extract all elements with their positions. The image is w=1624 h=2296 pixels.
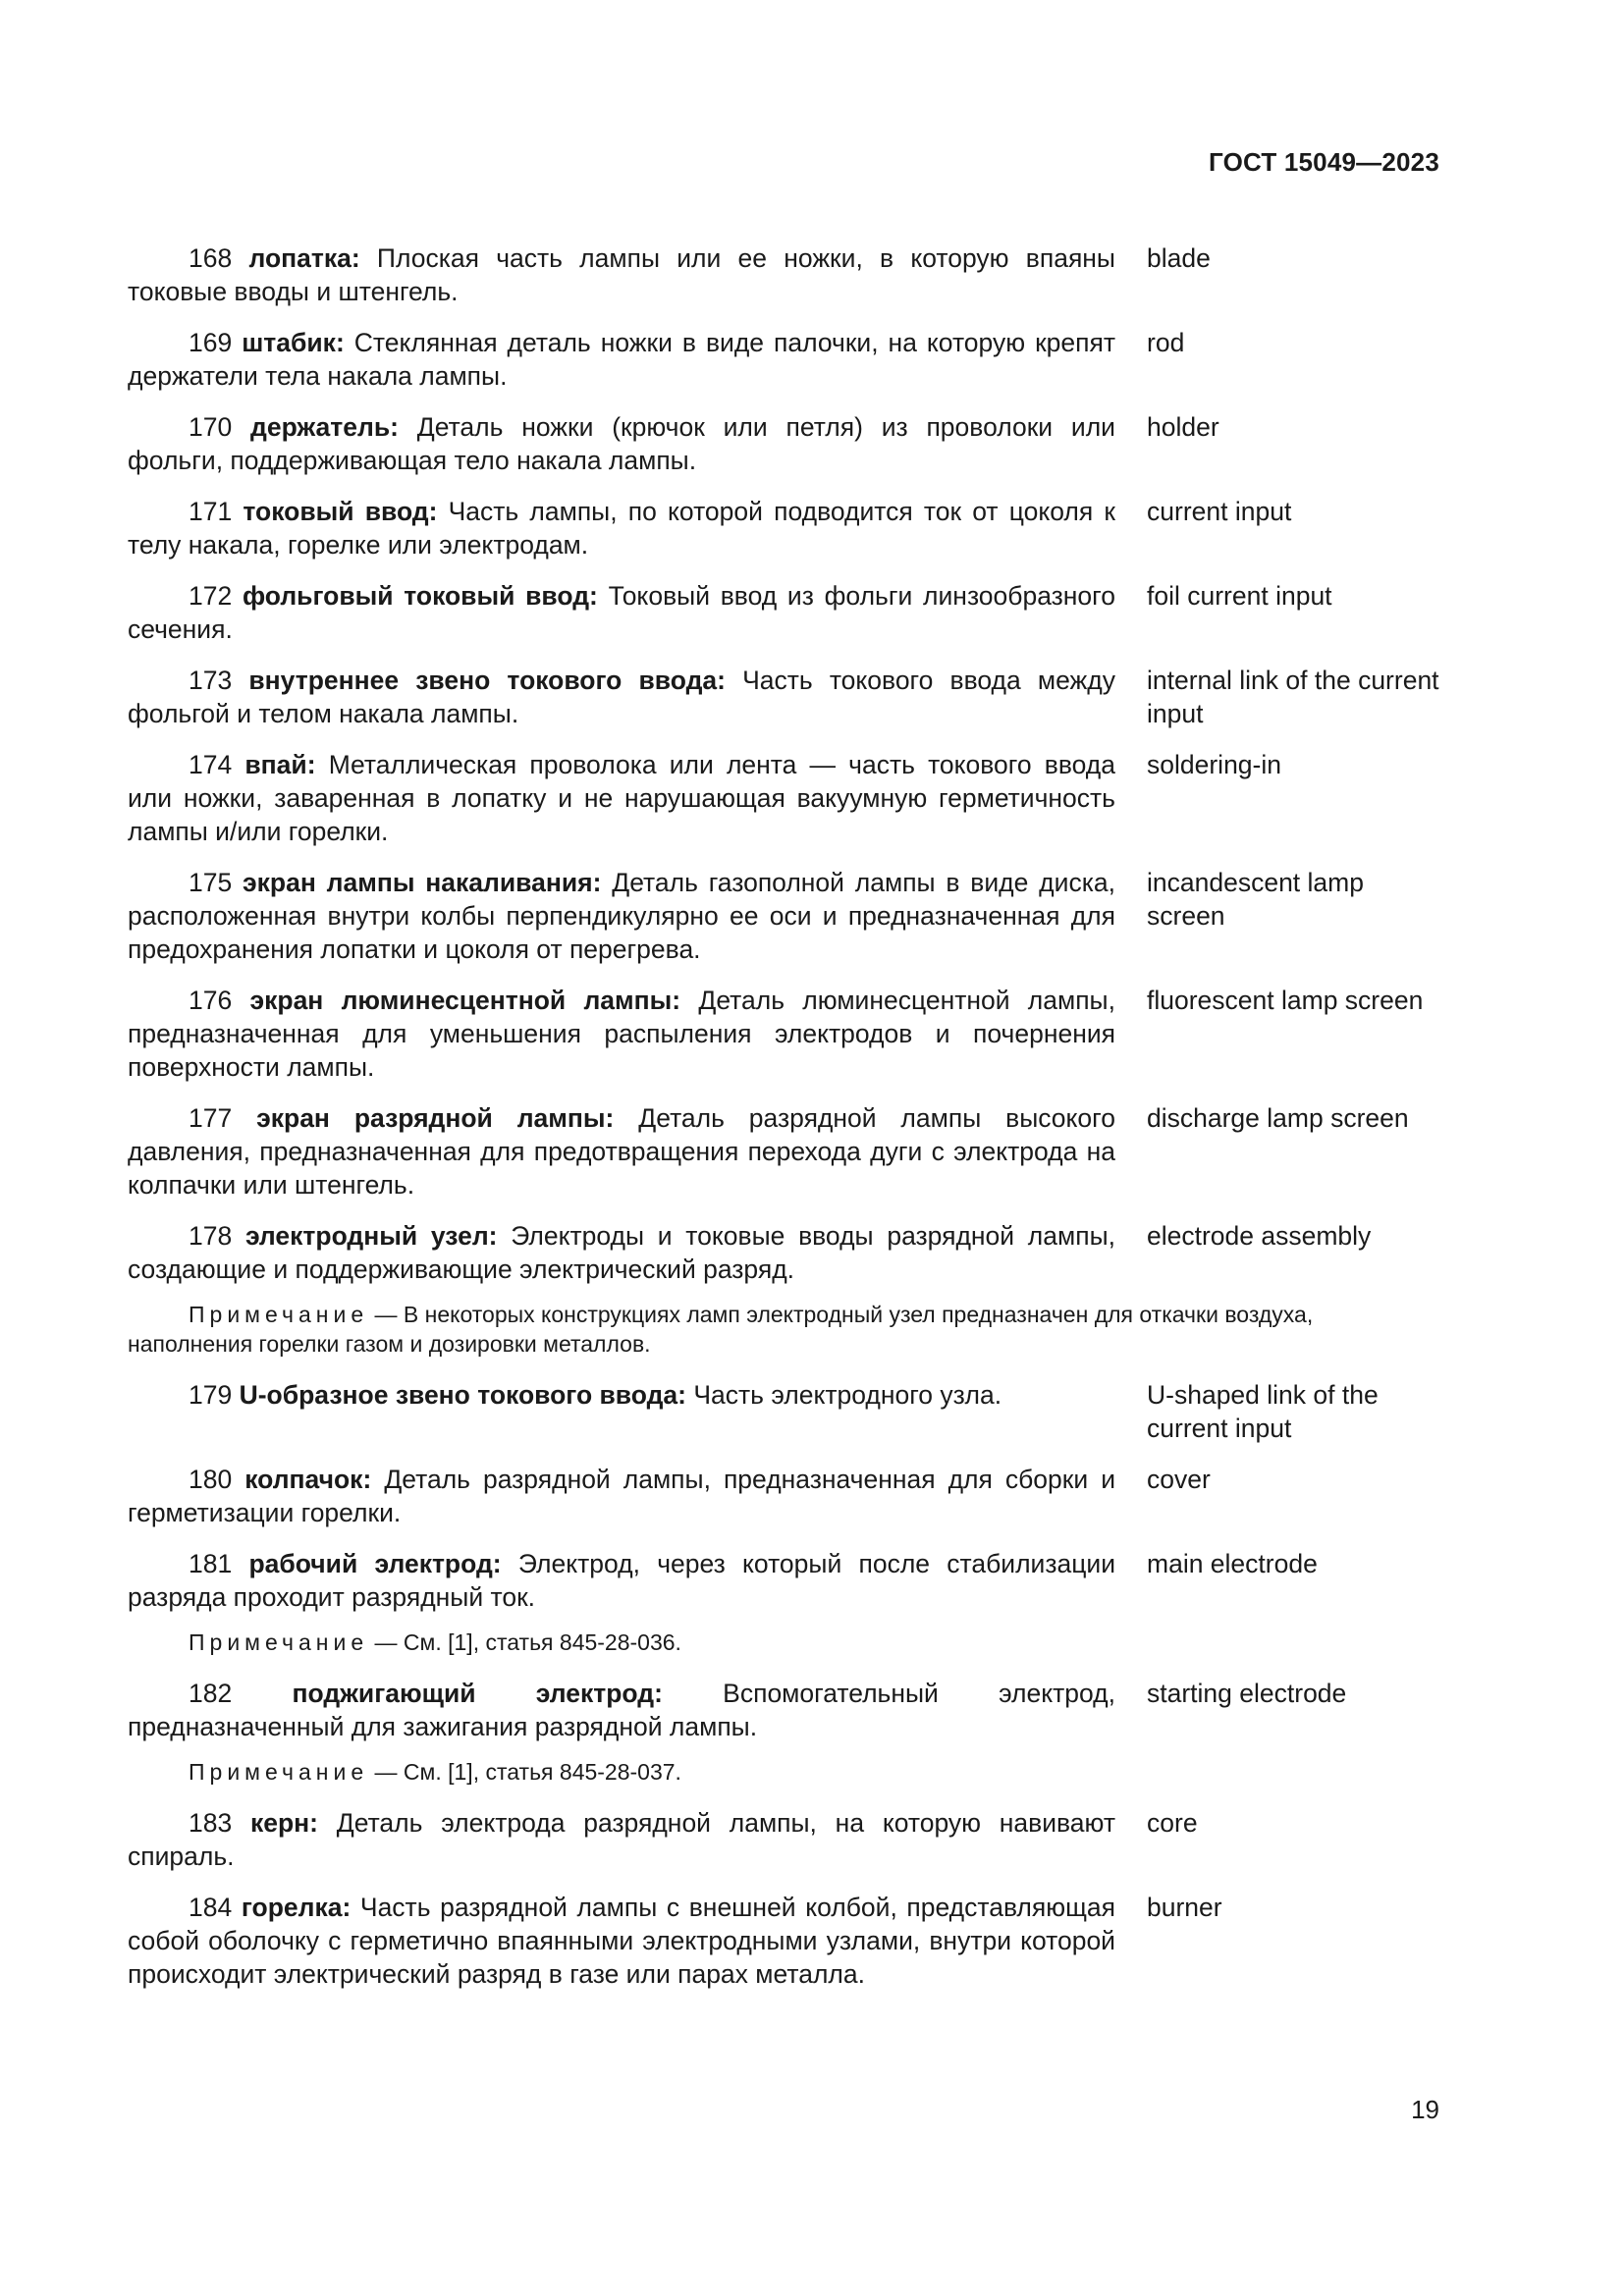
- term-number: 176: [189, 986, 233, 1015]
- definition-text: Часть лампы, по которой подводится ток от цоколя к телу накала, горелке или электродам.: [128, 497, 1115, 560]
- definition-text: Электроды и токовые вводы разрядной лампы, создающие и поддерживающие электрический разряд.: [128, 1221, 1115, 1284]
- term-definition: [128, 1547, 1115, 1614]
- definition-text: Деталь электрода разрядной лампы, на которую навивают спираль.: [128, 1808, 1115, 1871]
- term-definition: [128, 326, 1115, 393]
- term-definition: [128, 1101, 1115, 1201]
- term-name: лопатка:: [248, 243, 360, 273]
- terms-list: [128, 241, 1439, 2008]
- term-number: 168: [189, 243, 233, 273]
- term-entry: [128, 1219, 1439, 1286]
- term-entry: [128, 1677, 1439, 1743]
- term-number: 169: [189, 328, 233, 357]
- definition-text: Деталь газополной лампы в виде диска, расположенная внутри колбы перпендикулярно ее оси и предназначенная для предохранения лопатки и цоколя от перегрева.: [128, 868, 1115, 964]
- term-number: 184: [189, 1893, 233, 1922]
- definition-text: Вспомогательный электрод, предназначенный для зажигания разрядной лампы.: [128, 1679, 1115, 1741]
- term-definition: [128, 664, 1115, 730]
- term-definition: [128, 1891, 1115, 1991]
- note: [128, 1300, 1439, 1359]
- term-definition: [128, 241, 1115, 308]
- english-equivalent: foil current input: [1147, 581, 1332, 611]
- definition-text: Часть электродного узла.: [693, 1380, 1002, 1410]
- definition-text: Металлическая проволока или лента — часть токового ввода или ножки, заваренная в лопатку и не нарушающая вакуумную герметичность лампы и/или горелки.: [128, 750, 1115, 846]
- english-equivalent: fluorescent lamp screen: [1147, 986, 1424, 1015]
- term-entry: [128, 1463, 1439, 1529]
- english-equivalent: main electrode: [1147, 1549, 1318, 1578]
- definition-text: Деталь ножки (крючок или петля) из проволоки или фольги, поддерживающая тело накала лампы.: [128, 412, 1115, 475]
- term-entry: [128, 984, 1439, 1084]
- term-name: экран разрядной лампы:: [256, 1103, 615, 1133]
- term-definition: [128, 1806, 1115, 1873]
- term-number: 183: [189, 1808, 233, 1838]
- term-number: 178: [189, 1221, 233, 1251]
- term-number: 174: [189, 750, 233, 779]
- english-equivalent: soldering-in: [1147, 750, 1281, 779]
- english-equivalent: blade: [1147, 243, 1211, 273]
- definition-text: Часть токового ввода между фольгой и телом накала лампы.: [128, 666, 1115, 728]
- term-definition: [128, 579, 1115, 646]
- definition-text: Деталь разрядной лампы, предназначенная для сборки и герметизации горелки.: [128, 1465, 1116, 1527]
- note: [128, 1757, 1115, 1787]
- english-equivalent: core: [1147, 1808, 1198, 1838]
- term-name: штабик:: [242, 328, 345, 357]
- term-number: 180: [189, 1465, 233, 1494]
- note: [128, 1628, 1115, 1657]
- definition-text: Деталь разрядной лампы высокого давления, предназначенная для предотвращения перехода дуги с электрода на колпачки или штенгель.: [128, 1103, 1115, 1200]
- page-number: 19: [1411, 2095, 1439, 2124]
- english-equivalent: incandescent lamp screen: [1147, 868, 1364, 931]
- term-entry: [128, 664, 1439, 730]
- term-entry: [128, 579, 1439, 646]
- english-equivalent: discharge lamp screen: [1147, 1103, 1409, 1133]
- term-entry: [128, 1806, 1439, 1873]
- term-number: 171: [189, 497, 233, 526]
- term-entry: [128, 241, 1439, 308]
- note-text: — См. [1], статья 845-28-037.: [374, 1759, 681, 1785]
- english-equivalent: burner: [1147, 1893, 1222, 1922]
- term-name: фольговый токовый ввод:: [242, 581, 598, 611]
- note-text: — В некоторых конструкциях ламп электродный узел предназначен для откачки воздуха, наполнения горелки газом и дозировки металлов.: [128, 1302, 1314, 1357]
- term-definition: [128, 495, 1115, 561]
- definition-text: Электрод, через который после стабилизации разряда проходит разрядный ток.: [128, 1549, 1116, 1612]
- english-equivalent: rod: [1147, 328, 1185, 357]
- term-number: 170: [189, 412, 233, 442]
- english-equivalent: cover: [1147, 1465, 1211, 1494]
- term-name: впай:: [244, 750, 316, 779]
- term-number: 173: [189, 666, 233, 695]
- term-entry: [128, 410, 1439, 477]
- term-entry: [128, 495, 1439, 561]
- term-number: 172: [189, 581, 233, 611]
- definition-text: Часть разрядной лампы с внешней колбой, представляющая собой оболочку с герметично впаянными электродными узлами, внутри которой происходит электрический разряд в газе или парах металла.: [128, 1893, 1115, 1989]
- term-number: 182: [189, 1679, 233, 1708]
- english-equivalent: internal link of the current input: [1147, 666, 1439, 728]
- term-number: 177: [189, 1103, 233, 1133]
- note-label: Примечание: [189, 1759, 369, 1785]
- term-name: горелка:: [241, 1893, 352, 1922]
- term-entry: [128, 748, 1439, 848]
- term-number: 179: [189, 1380, 233, 1410]
- term-name: поджигающий электрод:: [292, 1679, 663, 1708]
- term-entry: [128, 1891, 1439, 1991]
- term-name: экран лампы накаливания:: [243, 868, 602, 897]
- term-definition: [128, 1378, 1115, 1412]
- term-name: внутреннее звено токового ввода:: [248, 666, 726, 695]
- term-definition: [128, 410, 1115, 477]
- term-definition: [128, 866, 1115, 966]
- english-equivalent: current input: [1147, 497, 1292, 526]
- term-definition: [128, 1463, 1115, 1529]
- note-text: — См. [1], статья 845-28-036.: [374, 1629, 681, 1655]
- definition-text: Плоская часть лампы или ее ножки, в которую впаяны токовые вводы и штенгель.: [128, 243, 1115, 306]
- definition-text: Стеклянная деталь ножки в виде палочки, на которую крепят держатели тела накала лампы.: [128, 328, 1115, 391]
- english-equivalent: starting electrode: [1147, 1679, 1347, 1708]
- term-number: 175: [189, 868, 233, 897]
- term-name: токовый ввод:: [243, 497, 438, 526]
- term-name: рабочий электрод:: [248, 1549, 502, 1578]
- term-entry: [128, 326, 1439, 393]
- term-name: колпачок:: [244, 1465, 372, 1494]
- english-equivalent: holder: [1147, 412, 1219, 442]
- term-entry: [128, 1101, 1439, 1201]
- term-name: держатель:: [250, 412, 399, 442]
- document-id: ГОСТ 15049—2023: [1209, 147, 1439, 177]
- term-name: экран люминесцентной лампы:: [249, 986, 681, 1015]
- english-equivalent: U-shaped link of the current input: [1147, 1380, 1379, 1443]
- english-equivalent: electrode assembly: [1147, 1221, 1372, 1251]
- definition-text: Токовый ввод из фольги линзообразного сечения.: [128, 581, 1115, 644]
- term-name: U-образное звено токового ввода:: [239, 1380, 686, 1410]
- term-name: керн:: [249, 1808, 319, 1838]
- term-entry: [128, 1547, 1439, 1614]
- term-definition: [128, 984, 1115, 1084]
- term-entry: [128, 866, 1439, 966]
- term-number: 181: [189, 1549, 233, 1578]
- note-label: Примечание: [189, 1302, 369, 1327]
- term-entry: [128, 1378, 1439, 1445]
- definition-text: Деталь люминесцентной лампы, предназначенная для уменьшения распыления электродов и почернения поверхности лампы.: [128, 986, 1115, 1082]
- term-definition: [128, 1219, 1115, 1286]
- term-name: электродный узел:: [244, 1221, 498, 1251]
- term-definition: [128, 1677, 1115, 1743]
- term-definition: [128, 748, 1115, 848]
- note-label: Примечание: [189, 1629, 369, 1655]
